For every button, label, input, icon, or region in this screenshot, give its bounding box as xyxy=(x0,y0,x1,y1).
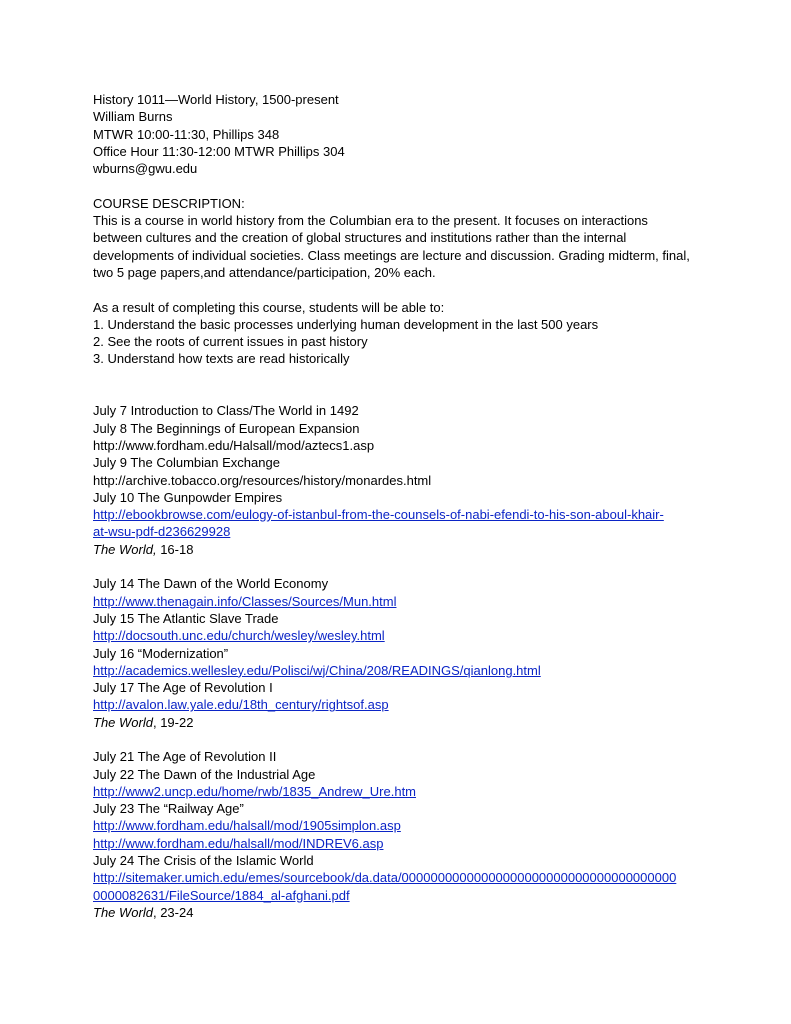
reading-link[interactable]: http://docsouth.unc.edu/church/wesley/wesley.html xyxy=(93,628,385,644)
reading-link-part: at-wsu-pdf-d236629928 xyxy=(93,524,231,540)
description-line: between cultures and the creation of global structures and institutions rather than the internal xyxy=(93,230,627,246)
outcome-item: 3. Understand how texts are read historically xyxy=(93,351,350,367)
schedule-entry: July 14 The Dawn of the World Economy xyxy=(93,576,329,592)
schedule-entry: July 7 Introduction to Class/The World in 1492 xyxy=(93,403,359,419)
reading-link[interactable]: http://www.thenagain.info/Classes/Sources/Mun.html xyxy=(93,593,397,609)
instructor-name: William Burns xyxy=(93,109,173,125)
schedule-entry: July 21 The Age of Revolution II xyxy=(93,749,277,765)
reading-link[interactable]: http://www.fordham.edu/halsall/mod/1905simplon.asp xyxy=(93,818,401,834)
description-line: This is a course in world history from the Columbian era to the present. It focuses on interactions xyxy=(93,213,648,229)
reading-link[interactable]: http://avalon.law.yale.edu/18th_century/rightsof.asp xyxy=(93,697,389,713)
office-hour: Office Hour 11:30-12:00 MTWR Phillips 304 xyxy=(93,143,345,159)
textbook-pages: 16-18 xyxy=(156,541,194,557)
description-heading: COURSE DESCRIPTION: xyxy=(93,195,245,211)
reading-url: http://www.fordham.edu/Halsall/mod/aztecs1.asp xyxy=(93,437,375,453)
description-line: two 5 page papers,and attendance/participation, 20% each. xyxy=(93,264,436,280)
outcomes-intro: As a result of completing this course, students will be able to: xyxy=(93,299,445,315)
learning-outcomes xyxy=(93,299,703,368)
reading-link[interactable] xyxy=(93,869,703,904)
reading-link-part: http://sitemaker.umich.edu/emes/sourcebook/da.data/00000000000000000000000000000000000000 xyxy=(93,870,677,886)
schedule-entry: July 17 The Age of Revolution I xyxy=(93,680,273,696)
course-title: History 1011—World History, 1500-present xyxy=(93,92,339,107)
outcome-item: 2. See the roots of current issues in past history xyxy=(93,334,368,350)
schedule-entry: July 23 The “Railway Age” xyxy=(93,801,244,817)
schedule-entry: July 9 The Columbian Exchange xyxy=(93,455,280,471)
textbook-pages: , 19-22 xyxy=(152,714,194,730)
reading-link-part: http://ebookbrowse.com/eulogy-of-istanbul-from-the-counsels-of-nabi-efendi-to-his-son-aboul-khair- xyxy=(93,507,664,523)
reading-link[interactable]: http://www.fordham.edu/halsall/mod/INDREV6.asp xyxy=(93,835,384,851)
reading-link-part: 0000082631/FileSource/1884_al-afghani.pdf xyxy=(93,887,350,903)
textbook-reading xyxy=(93,541,703,558)
textbook-title: The World, xyxy=(93,541,157,557)
textbook-reading xyxy=(93,714,703,731)
schedule-week-2 xyxy=(93,575,703,731)
schedule-entry: July 22 The Dawn of the Industrial Age xyxy=(93,766,316,782)
schedule-entry: July 8 The Beginnings of European Expansion xyxy=(93,420,360,436)
instructor-email: wburns@gwu.edu xyxy=(93,161,198,177)
schedule-entry: July 16 “Modernization” xyxy=(93,645,229,661)
textbook-title: The World xyxy=(93,904,153,920)
schedule-entry: July 24 The Crisis of the Islamic World xyxy=(93,853,314,869)
textbook-reading xyxy=(93,904,703,921)
schedule-week-1 xyxy=(93,402,703,558)
schedule-entry: July 10 The Gunpowder Empires xyxy=(93,489,283,505)
description-line: developments of individual societies. Class meetings are lecture and discussion. Grading midterm, final, xyxy=(93,247,690,263)
textbook-pages: , 23-24 xyxy=(152,904,194,920)
textbook-title: The World xyxy=(93,714,153,730)
reading-link[interactable] xyxy=(93,506,703,541)
schedule-week-3 xyxy=(93,748,703,921)
course-description xyxy=(93,195,703,281)
syllabus-page xyxy=(93,91,703,921)
reading-url: http://archive.tobacco.org/resources/history/monardes.html xyxy=(93,472,432,488)
course-header xyxy=(93,91,703,177)
reading-link[interactable]: http://www2.uncp.edu/home/rwb/1835_Andrew_Ure.htm xyxy=(93,783,417,799)
class-schedule: MTWR 10:00-11:30, Phillips 348 xyxy=(93,126,280,142)
schedule-entry: July 15 The Atlantic Slave Trade xyxy=(93,610,279,626)
reading-link[interactable]: http://academics.wellesley.edu/Polisci/wj/China/208/READINGS/qianlong.html xyxy=(93,662,541,678)
outcome-item: 1. Understand the basic processes underlying human development in the last 500 years xyxy=(93,316,599,332)
